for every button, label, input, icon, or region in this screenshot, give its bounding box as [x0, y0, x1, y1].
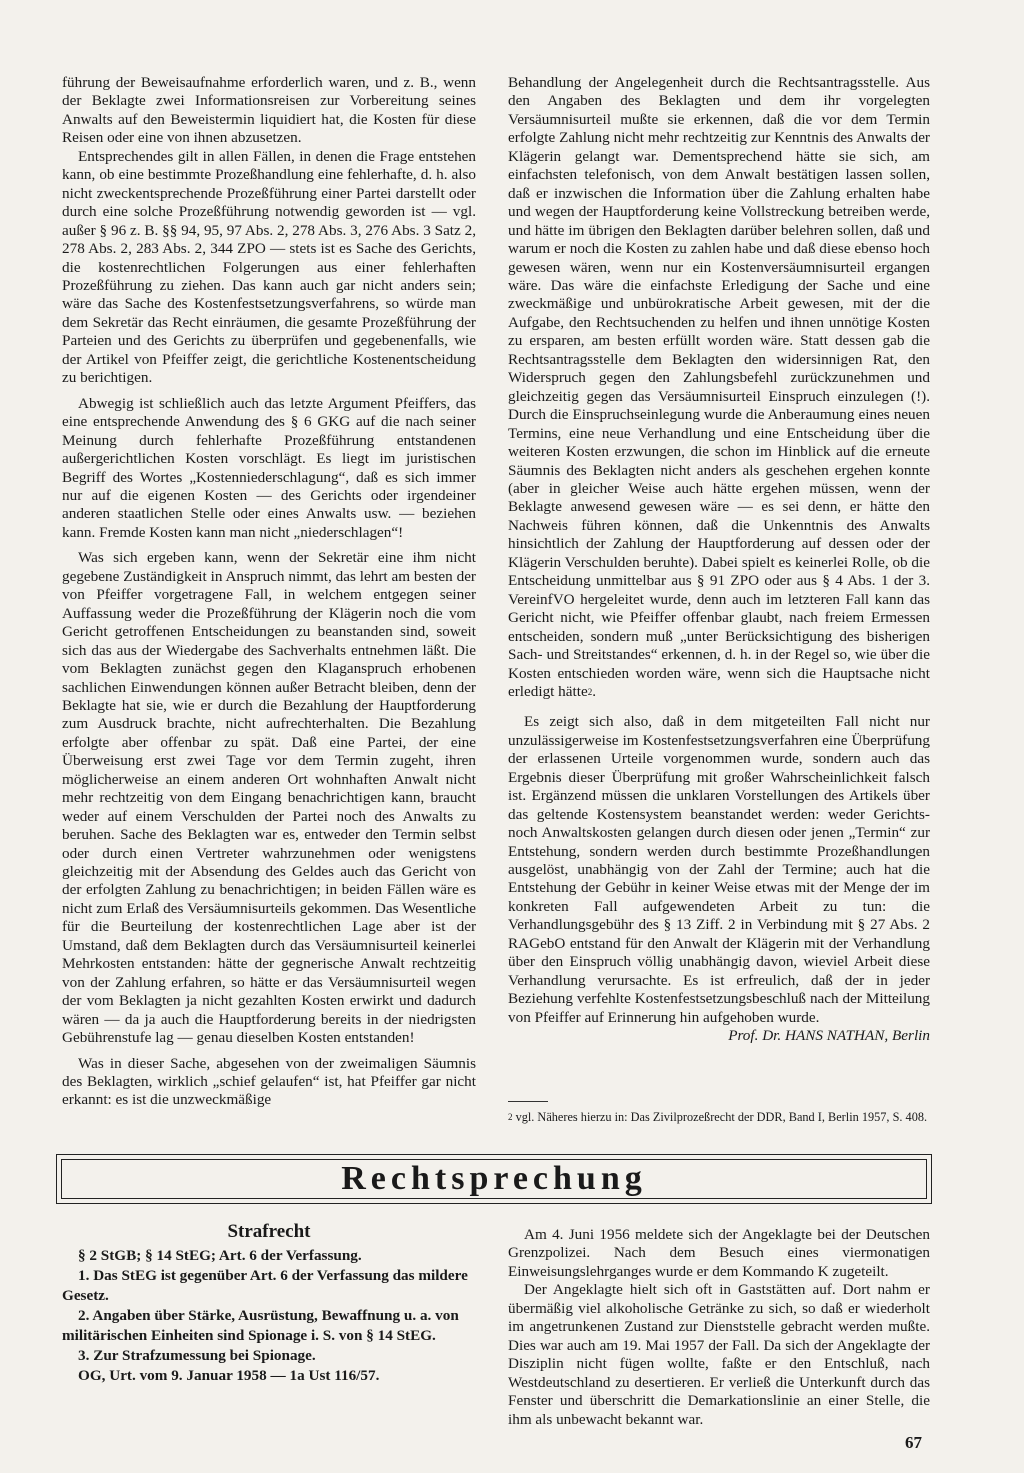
court-reference: OG, Urt. vom 9. Januar 1958 — 1a Ust 116/57.	[78, 1367, 380, 1384]
paragraph: Der Angeklagte hielt sich oft in Gaststätten auf. Dort nahm er übermäßig viel alkoholische Getränke zu sich, so daß er wiederholt im angetrunkenen Zustand zur Dienststelle gebracht werden mußte. Dies war auch am 19. Mai 1957 der Fall. Da sich der Angeklagte der Disziplin nicht fügen wollte, faßte er den Entschluß, nach Westdeutschland zu desertieren. Er verließ die Unterkunft durch das Fenster und überschritt die Demarkationslinie an einer Stelle, die ihm als unbewacht bekannt war.	[508, 1281, 930, 1428]
footnote	[508, 1109, 930, 1125]
paragraph: Entsprechendes gilt in allen Fällen, in denen die Frage entstehen kann, ob eine bestimmte Prozeßhandlung eine fehlerhafte, d. h. also nicht zweckentsprechende Prozeßführung einer Partei darstellt oder durch eine solche Prozeßführung notwendig geworden ist — vgl. außer § 96 z. B. §§ 94, 95, 97 Abs. 2, 278 Abs. 3, 276 Abs. 3 Satz 2, 278 Abs. 2, 283 Abs. 2, 344 ZPO — stets ist es Sache des Gerichts, die kostenrechtlichen Folgerungen aus einer fehlerhaften Prozeßführung zu ziehen. Das kann auch gar nicht anders sein; wäre das Sache des Kostenfestsetzungsverfahrens, so würde man dem Sekretär das Recht einräumen, die gesamte Prozeßführung der Parteien und des Gerichts zu überprüfen und gegebenenfalls, wie der Artikel von Pfeiffer zeigt, die gerichtliche Kostenentscheidung zu berichtigen.	[62, 147, 476, 387]
left-column-top	[62, 74, 476, 1110]
paragraph: Abwegig ist schließlich auch das letzte Argument Pfeiffers, das eine entsprechende Anwendung des § 6 GKG auf die nach seiner Meinung durch fehlerhafte Prozeßführung entstandenen außergerichtlichen Kosten vorschlägt. Es liegt im juristischen Begriff des Wortes „Kostenniederschlagung“, daß es sich immer nur auf die eigenen Kosten — des Gerichts oder irgendeiner anderen staatlichen Stelle oder eines Anwalts usw. — beziehen kann. Fremde Kosten kann man nicht „niederschlagen“!	[62, 394, 476, 541]
left-column-bottom	[62, 1222, 476, 1386]
footnote-reference: 2	[587, 686, 593, 697]
footnote-number: 2	[508, 1112, 513, 1122]
footnote-text: vgl. Näheres hierzu in: Das Zivilprozeßrecht der DDR, Band I, Berlin 1957, S. 408.	[512, 1110, 928, 1124]
paragraph: Am 4. Juni 1956 meldete sich der Angeklagte bei der Deutschen Grenzpolizei. Nach dem Besuch eines viermonatigen Einweisungslehrganges wurde er dem Kommando K zugeteilt.	[508, 1226, 930, 1280]
paragraph: Was sich ergeben kann, wenn der Sekretär eine ihm nicht gegebene Zuständigkeit in Anspruch nimmt, das lehrt am besten der von Pfeiffer vorgetragene Fall, in welchem entgegen seiner Auffassung weder die Prozeßführung der Klägerin noch die vom Gericht getroffenen Entscheidungen zu beanstanden sind, soweit sich das aus der Wiedergabe des Sachverhalts entnehmen läßt. Die vom Beklagten zunächst gegen den Klaganspruch erhobenen sachlichen Einwendungen können außer Betracht bleiben, denn der Beklagte hat sie, wie er durch die Bezahlung der Hauptforderung zum Ausdruck brachte, nicht aufrechterhalten. Die Bezahlung erfolgte aber offenbar zu spät. Daß eine Partei, der eine Überweisung erst zwei Tage vor dem Termin zugeht, ihren möglicherweise an einem anderen Ort wohnhaften Anwalt nicht mehr rechtzeitig von dem Eingang benachrichtigen kann, braucht weder auf einem Verschulden der Partei noch des Anwalts zu beruhen. Sache des Beklagten war es, entweder den Termin selbst oder durch einen Vertreter wahrzunehmen oder wenigstens gleichzeitig mit der Absendung des Geldes auch das Gericht von der erfolgten Zahlung zu benachrichtigen; in beiden Fällen wäre es nicht zum Erlaß des Versäumnisurteils gekommen. Das Wesentliche für die Beurteilung der kostenrechtlichen Lage aber ist der Umstand, daß dem Beklagten durch das Versäumnisurteil keinerlei Mehrkosten entstanden: hätte der gegnerische Anwalt rechtzeitig von der Zahlung erfahren, so hätte er das Versäumnisurteil wegen der vom Beklagten ja nicht gezahlten Kosten erwirkt und dadurch wären — da ja auch die Hauptforderung bereits in der niedrigsten Gebührenstufe lag — genau dieselben Kosten entstanden!	[62, 549, 476, 1047]
paragraph: führung der Beweisaufnahme erforderlich waren, und z. B., wenn der Beklagte zwei Informationsreisen zur Vorbereitung seines Anwalts auf den Beweistermin liquidiert hat, die Kosten für diese Reisen oder eine von ihnen abzusetzen.	[62, 74, 476, 147]
section-banner	[56, 1154, 932, 1204]
headnote-citation: § 2 StGB; § 14 StEG; Art. 6 der Verfassung.	[78, 1247, 362, 1264]
banner-title: Rechtsprechung	[341, 1160, 647, 1197]
paragraph-text: Behandlung der Angelegenheit durch die Rechtsantragsstelle. Aus den Angaben des Beklagten und dem ihr vorgelegten Versäumnisurteil mußte sie erkennen, daß die vor dem Termin erfolgte Zahlung nicht mehr rechtzeitig zur Kenntnis des Anwalts der Klägerin gelangt war. Dementsprechend hätte sie sich, am einfachsten telefonisch, von dem Anwalt bestätigen lassen sollen, daß er inzwischen die Information über die Zahlung erhalten habe und wegen der Hauptforderung keine Vollstreckung betreiben werde, und hätte im übrigen den Beklagten darüber belehren sollen, daß und warum er noch die Kosten zu zahlen habe und daß diese ebenso hoch gewesen wären, wenn nur ein Kostenversäumnisurteil ergangen wäre. Das wäre die einfachste Erledigung der Sache und eine zweckmäßige und unbürokratische Arbeit gewesen, mit der die Aufgabe, den Rechtsuchenden zu helfen und ihnen unnötige Kosten zu ersparen, am besten erfüllt worden wäre. Statt dessen gab die Rechtsantragsstelle dem Beklagten den widersinnigen Rat, den Widerspruch gegen den Zahlungsbefehl zurückzunehmen und gleichzeitig gegen das Versäumnisurteil Einspruch einzulegen (!). Durch die Einspruchseinlegung wurde die Anberaumung eines neuen Termins, eine neue Verhandlung und eine Entscheidung über die weiteren Kosten erzwungen, die schon im Hinblick auf die erneute Säumnis des Beklagten nicht anders als geschehen ergehen konnte (aber in gleicher Weise auch hätte ergehen müssen, wenn der Beklagte anwesend gewesen wäre — es sei denn, er hätte den Nachweis führen können, daß die Unkenntnis des Anwalts hinsichtlich der Zahlung der Hauptforderung auf dessen oder der Klägerin Verschulden beruhte). Dabei spielt es keinerlei Rolle, ob die Entscheidung unmittelbar aus § 91 ZPO oder aus § 4 Abs. 1 der 3. VereinfVO hergeleitet wurde, denn auch im letzteren Fall kann das Gericht nicht, wie Pfeiffer offenbar glaubt, nach freiem Ermessen entscheiden, sondern muß „unter Berücksichtigung des bisherigen Sach- und Streitstandes“ erkennen, d. h. in der Regel so, wie über die Kosten entschieden worden wäre, wenn sich die Hauptsache nicht erledigt hätte	[508, 74, 930, 700]
section-title: Strafrecht	[227, 1221, 311, 1242]
paragraph: Was in dieser Sache, abgesehen von der zweimaligen Säumnis des Beklagten, wirklich „schief gelaufen“ ist, hat Pfeiffer gar nicht erkannt: es ist die unzweckmäßige	[62, 1054, 476, 1109]
footnote-divider	[508, 1101, 548, 1102]
right-column-top	[508, 74, 930, 1046]
paragraph: Behandlung der Angelegenheit durch die Rechtsantragsstelle. Aus den Angaben des Beklagten und dem ihr vorgelegten Versäumnisurteil mußte sie erkennen, daß die vor dem Termin erfolgte Zahlung nicht mehr rechtzeitig zur Kenntnis des Anwalts der Klägerin gelangt war. Dementsprechend hätte sie sich, am einfachsten telefonisch, von dem Anwalt bestätigen lassen sollen, daß er inzwischen die Information über die Zahlung erhalten habe und wegen der Hauptforderung keine Vollstreckung betreiben werde, und hätte im übrigen den Beklagten darüber belehren sollen, daß und warum er noch die Kosten zu zahlen habe und daß diese ebenso hoch gewesen wären, wenn nur ein Kostenversäumnisurteil ergangen wäre. Das wäre die einfachste Erledigung der Sache und eine zweckmäßige und unbürokratische Arbeit gewesen, mit der die Aufgabe, den Rechtsuchenden zu helfen und ihnen unnötige Kosten zu ersparen, am besten erfüllt worden wäre. Statt dessen gab die Rechtsantragsstelle dem Beklagten den widersinnigen Rat, den Widerspruch gegen den Zahlungsbefehl zurückzunehmen und gleichzeitig gegen das Versäumnisurteil Einspruch einzulegen (!). Durch die Einspruchseinlegung wurde die Anberaumung eines neuen Termins, eine neue Verhandlung und eine Entscheidung über die weiteren Kosten erzwungen, die schon im Hinblick auf die erneute Säumnis des Beklagten nicht anders als geschehen ergehen konnte (aber in gleicher Weise auch hätte ergehen müssen, wenn der Beklagte anwesend gewesen wäre — es sei denn, er hätte den Nachweis führen können, daß die Unkenntnis des Anwalts hinsichtlich der Zahlung der Hauptforderung auf dessen oder der Klägerin Verschulden beruhte). Dabei spielt es keinerlei Rolle, ob die Entscheidung unmittelbar aus § 91 ZPO oder aus § 4 Abs. 1 der 3. VereinfVO hergeleitet wurde, denn auch im letzteren Fall kann das Gericht nicht, wie Pfeiffer offenbar glaubt, nach freiem Ermessen entscheiden, sondern muß „unter Berücksichtigung des bisherigen Sach- und Streitstandes“ erkennen, d. h. in der Regel so, wie über die Kosten entschieden worden wäre, wenn sich die Hauptsache nicht erledigt hätte$^2$.	[508, 74, 930, 700]
headnote-item: 3. Zur Strafzumessung bei Spionage.	[78, 1347, 316, 1364]
page-number: 67	[905, 1433, 922, 1452]
paragraph: Es zeigt sich also, daß in dem mitgeteilten Fall nicht nur unzulässigerweise im Kostenfestsetzungsverfahren eine Überprüfung der erlassenen Urteile vorgenommen wurde, sondern auch das Ergebnis dieser Überprüfung mit großer Wahrscheinlichkeit falsch ist. Ergänzend müssen die unklaren Vorstellungen des Artikels über das geltende Kostensystem beanstandet werden: weder Gerichts- noch Anwaltskosten gelangen durch diesen oder jenen „Termin“ zur Entstehung, sondern werden durch bestimmte Prozeßhandlungen ausgelöst, unabhängig von der Zahl der Termine; auch hat die Entstehung der Gebühr in keiner Weise etwas mit der Menge der im konkreten Fall aufgewendeten Arbeit zu tun: die Verhandlungsgebühr des § 13 Ziff. 2 in Verbindung mit § 27 Abs. 2 RAGebO entstand für den Anwalt der Klägerin mit der Verhandlung über den Einspruch völlig unabhängig davon, wieviel Arbeit diese Verhandlung verursachte. Es ist erfreulich, daß der in jeder Beziehung verfehlte Kostenfestsetzungsbeschluß nach der Mitteilung von Pfeiffer auf Erinnerung hin aufgehoben wurde.	[508, 713, 930, 1026]
right-column-bottom	[508, 1226, 930, 1429]
headnote-item: 1. Das StEG ist gegenüber Art. 6 der Verfassung das mildere Gesetz.	[62, 1267, 468, 1304]
headnote-item: 2. Angaben über Stärke, Ausrüstung, Bewaffnung u. a. von militärischen Einheiten sind Spionage i. S. von § 14 StEG.	[62, 1307, 459, 1344]
author-signature: Prof. Dr. HANS NATHAN, Berlin	[728, 1027, 930, 1045]
